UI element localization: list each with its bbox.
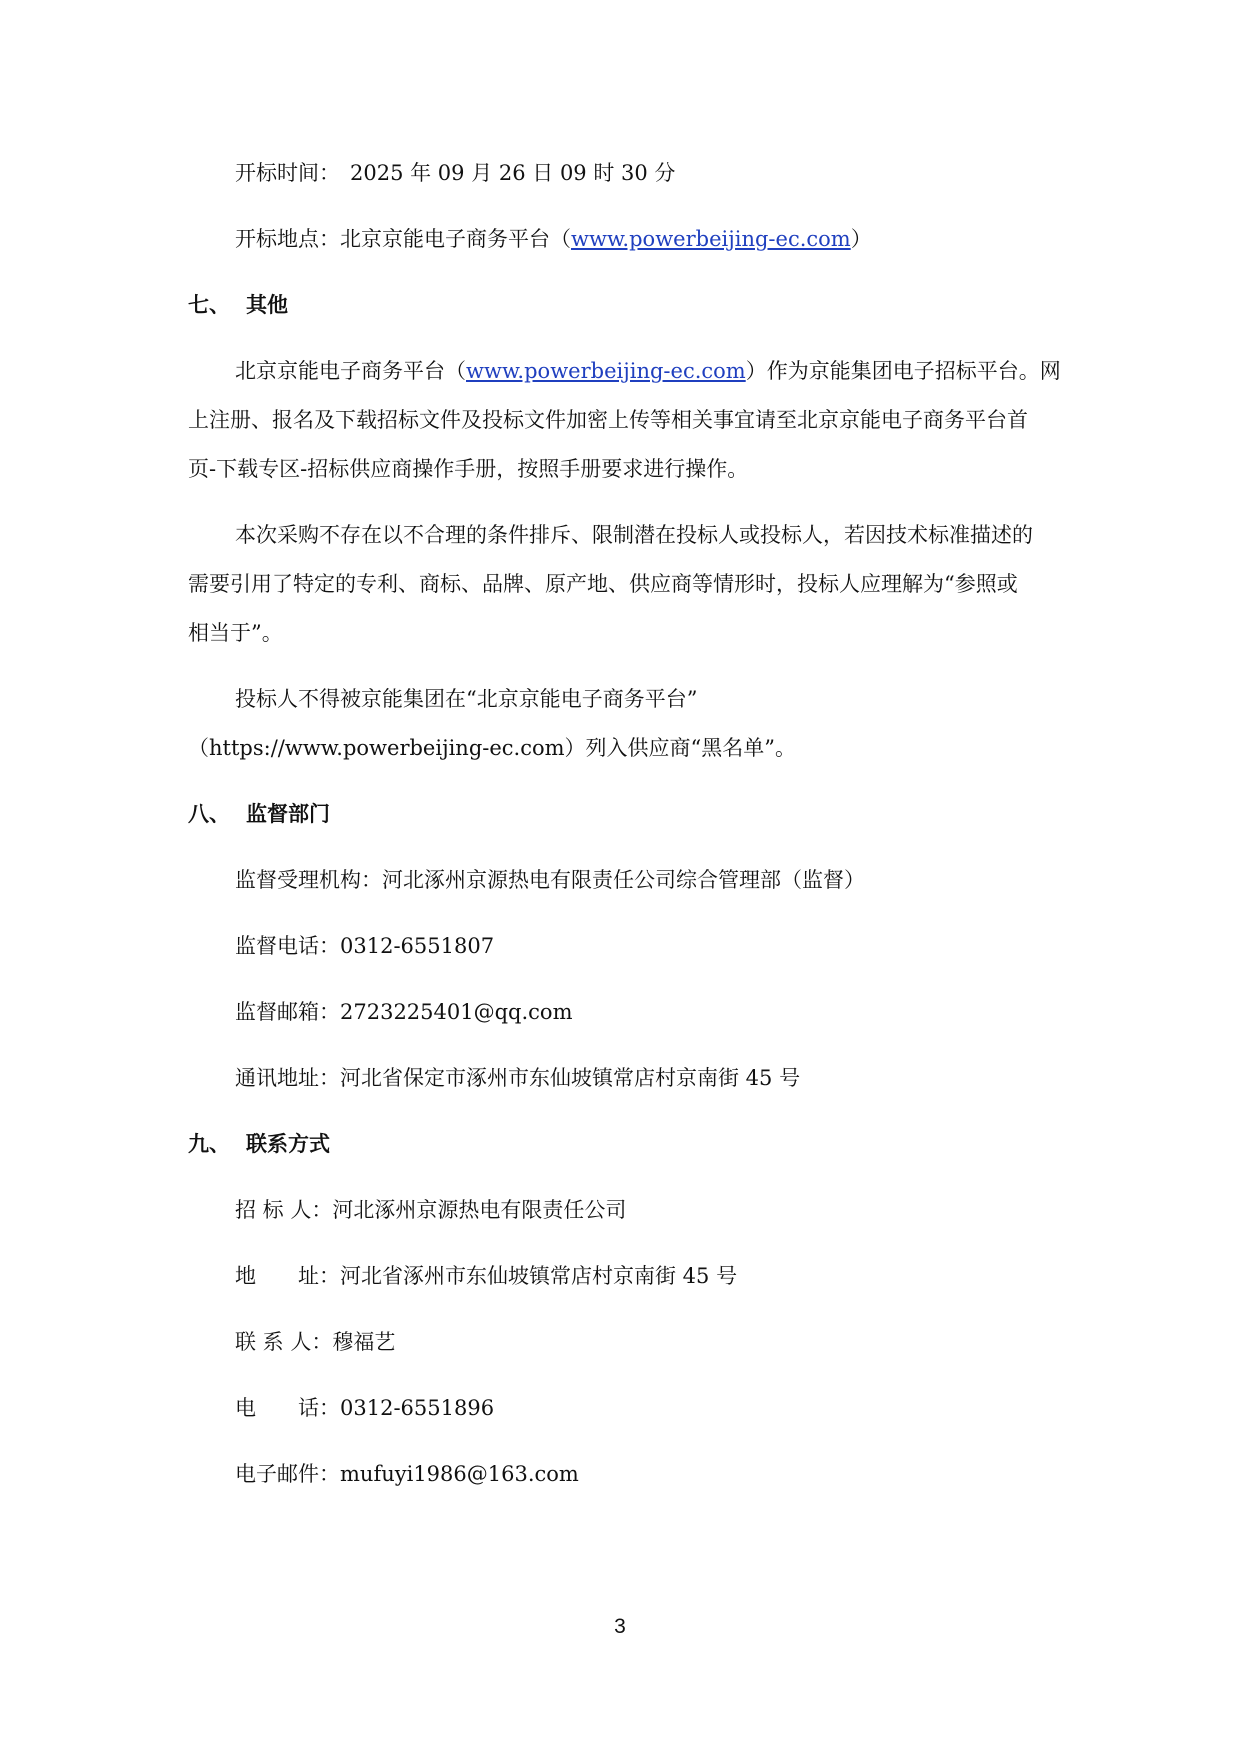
contact-person-label: 联 系 人： — [235, 1330, 333, 1354]
supervision-phone: 监督电话：0312-6551807 — [235, 934, 495, 958]
contact-tenderer-label: 招 标 人： — [235, 1198, 333, 1222]
contact-person — [235, 1327, 395, 1357]
supervision-address: 通讯地址：河北省保定市涿州市东仙坡镇常店村京南街 45 号 — [235, 1066, 801, 1090]
contact-tenderer-value: 河北涿州京源热电有限责任公司 — [332, 1198, 627, 1222]
section-7-p1-line2: 上注册、报名及下载招标文件及投标文件加密上传等相关事宜请至北京京能电子商务平台首 — [188, 408, 1028, 432]
section-9-heading — [188, 1129, 330, 1159]
supervision-org: 监督受理机构：河北涿州京源热电有限责任公司综合管理部（监督） — [235, 868, 865, 892]
contact-email-label: 电子邮件： — [235, 1462, 340, 1486]
contact-email — [235, 1459, 579, 1489]
page-number: 3 — [614, 1615, 626, 1638]
section-7-p1-line3: 页-下载专区-招标供应商操作手册，按照手册要求进行操作。 — [188, 457, 749, 481]
section-7-p1-link[interactable]: www.powerbeijing-ec.com — [466, 359, 746, 383]
opening-place-close: ） — [850, 227, 872, 251]
contact-address — [235, 1261, 737, 1291]
section-7-p3-line2: （https://www.powerbeijing-ec.com）列入供应商“黑名单”。 — [188, 736, 797, 760]
section-8-heading — [188, 799, 330, 829]
section-7-p1-line1 — [235, 356, 1061, 386]
section-7-title: 其他 — [246, 293, 288, 317]
opening-place-link[interactable]: www.powerbeijing-ec.com — [571, 227, 851, 251]
section-9-number: 九、 — [188, 1132, 230, 1156]
section-7-heading — [188, 290, 288, 320]
opening-time-label: 开标时间： — [235, 161, 340, 185]
section-7-p1-pre: 北京京能电子商务平台（ — [235, 359, 466, 383]
section-7-p2-line3: 相当于”。 — [188, 621, 283, 645]
opening-time — [235, 158, 675, 188]
opening-place — [235, 224, 872, 254]
section-7-p3-line1: 投标人不得被京能集团在“北京京能电子商务平台” — [235, 687, 698, 711]
contact-address-value: 河北省涿州市东仙坡镇常店村京南街 45 号 — [340, 1264, 738, 1288]
contact-email-value: mufuyi1986@163.com — [340, 1462, 579, 1486]
contact-phone — [235, 1393, 494, 1423]
contact-phone-label: 电 话： — [235, 1396, 340, 1420]
supervision-email: 监督邮箱：2723225401@qq.com — [235, 1000, 573, 1024]
section-7-p2-line1: 本次采购不存在以不合理的条件排斥、限制潜在投标人或投标人，若因技术标准描述的 — [235, 523, 1033, 547]
section-7-p2-line2: 需要引用了特定的专利、商标、品牌、原产地、供应商等情形时，投标人应理解为“参照或 — [188, 572, 1018, 596]
section-8-number: 八、 — [188, 802, 230, 826]
contact-address-label: 地 址： — [235, 1264, 340, 1288]
section-7-number: 七、 — [188, 293, 230, 317]
contact-phone-value: 0312-6551896 — [340, 1396, 495, 1420]
contact-person-value: 穆福艺 — [332, 1330, 396, 1354]
opening-time-value: 2025 年 09 月 26 日 09 时 30 分 — [350, 161, 676, 185]
section-7-p1-post: ）作为京能集团电子招标平台。网 — [745, 359, 1061, 383]
opening-place-label: 开标地点： — [235, 227, 340, 251]
section-9-title: 联系方式 — [246, 1132, 330, 1156]
contact-tenderer — [235, 1195, 626, 1225]
section-8-title: 监督部门 — [246, 802, 330, 826]
opening-place-text: 北京京能电子商务平台（ — [340, 227, 571, 251]
